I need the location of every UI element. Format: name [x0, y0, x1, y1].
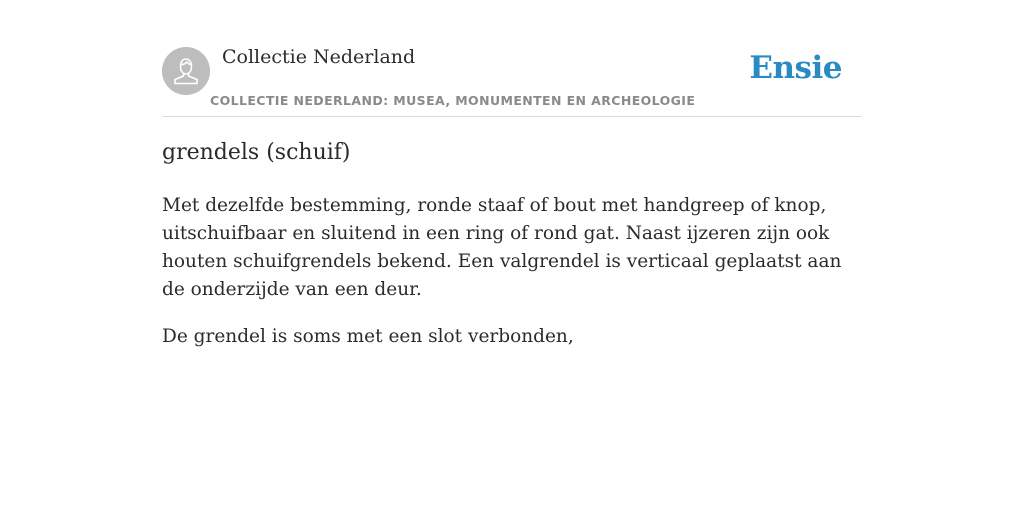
article-paragraph: Met dezelfde bestemming, ronde staaf of bout met handgreep of knop, uitschuifbaar en sluitend in een ring of rond gat. Naast ijzeren zijn ook houten schuifgrendels bekend. Een valgrendel is verticaal geplaatst aan de onderzijde van een deur.: [162, 195, 842, 300]
brand-logo[interactable]: Ensie: [749, 50, 842, 86]
article-card: [162, 0, 862, 512]
user-icon: [162, 47, 210, 95]
avatar[interactable]: [162, 47, 210, 95]
article-title: grendels (schuif): [162, 140, 351, 165]
article-header: [162, 0, 862, 117]
article-paragraph: De grendel is soms met een slot verbonden,: [162, 326, 574, 347]
source-subtitle[interactable]: COLLECTIE NEDERLAND: MUSEA, MONUMENTEN EN ARCHEOLOGIE: [210, 93, 696, 108]
article-body: [162, 192, 862, 370]
author-name[interactable]: Collectie Nederland: [222, 46, 416, 68]
